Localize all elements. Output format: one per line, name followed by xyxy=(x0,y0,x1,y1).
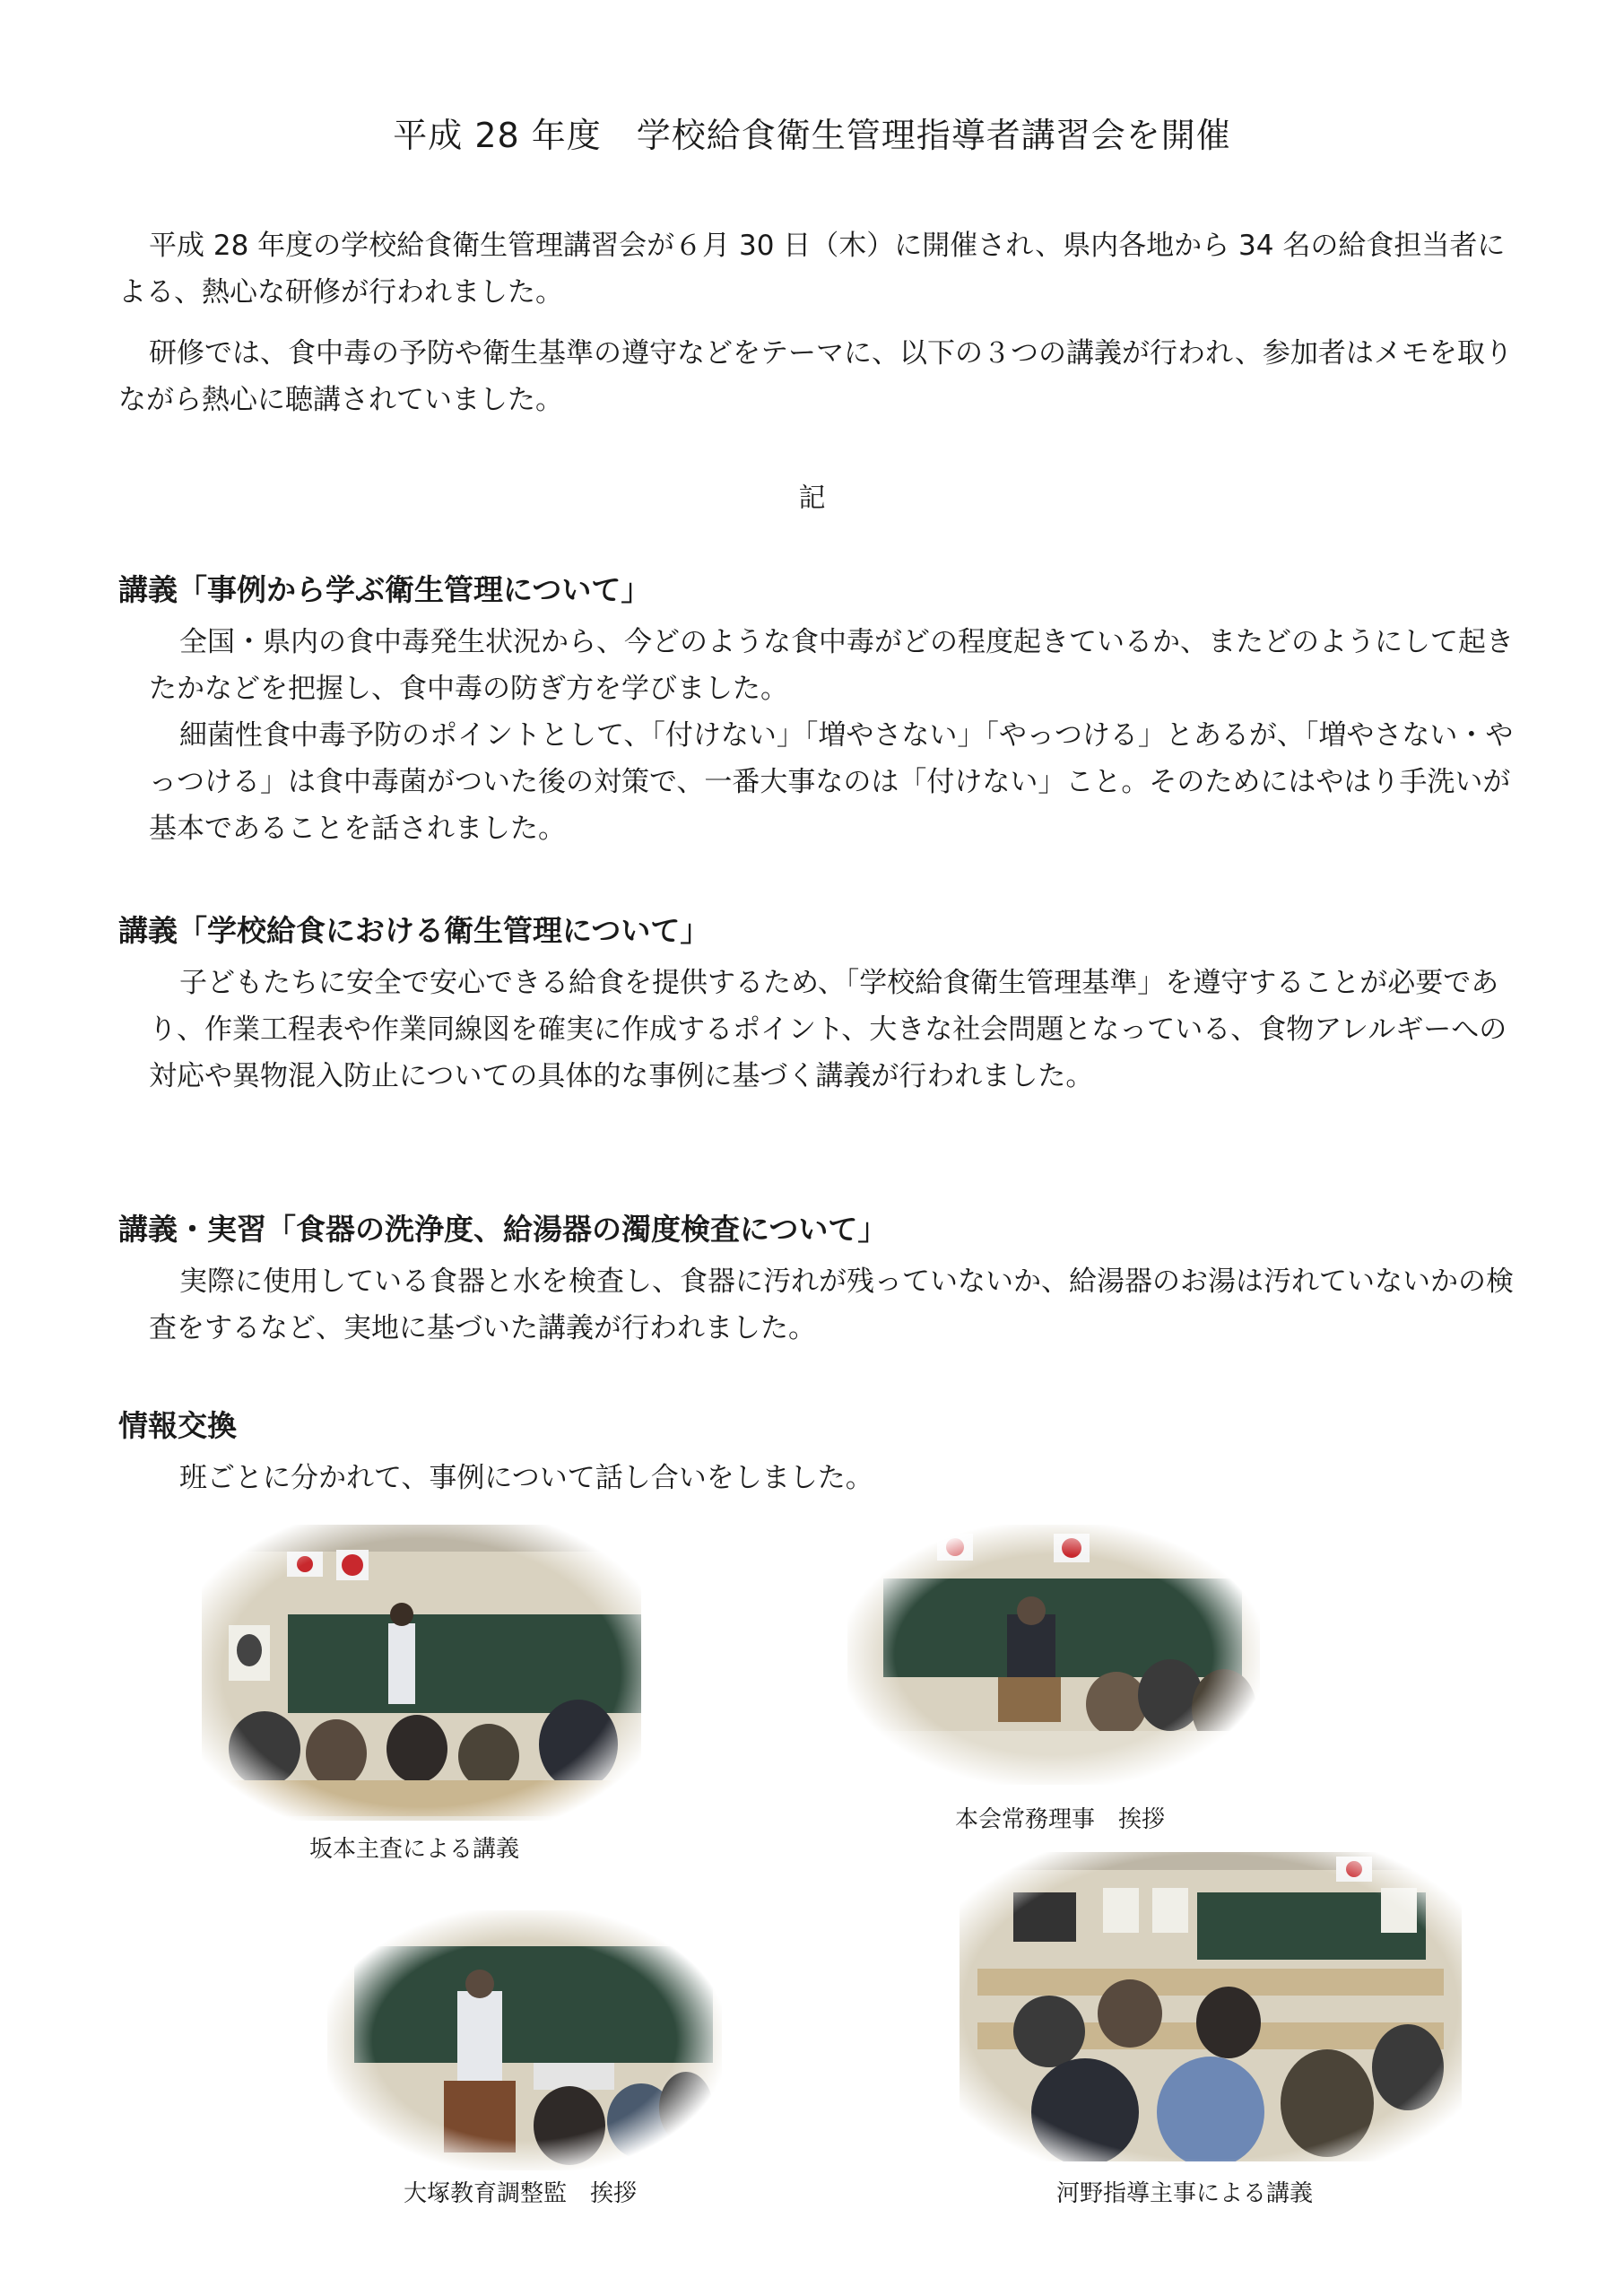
page-title: 平成 28 年度 学校給食衛生管理指導者講習会を開催 xyxy=(393,116,1231,155)
photo-greeting-director xyxy=(847,1525,1260,1785)
photo-caption-4: 河野指導主事による講義 xyxy=(1056,2180,1314,2207)
photo-caption-2: 本会常務理事 挨拶 xyxy=(955,1806,1166,1833)
ki-marker: 記 xyxy=(798,483,826,514)
section-1-paragraph-2: 細菌性食中毒予防のポイントとして、「付けない」「増やさない」「やっつける」とあるが、「増やさない・やっつける」は食中毒菌がついた後の対策で、一番大事なのは「付けない」こと。そのためにはやはり手洗いが基本であることを話されました。 xyxy=(149,719,1514,845)
section-1-paragraph-1: 全国・県内の食中毒発生状況から、今どのような食中毒がどの程度起きているか、またどのようにして起きたかなどを把握し、食中毒の防ぎ方を学びました。 xyxy=(149,626,1514,705)
section-heading-4: 情報交換 xyxy=(118,1408,237,1443)
intro-paragraph-1: 平成 28 年度の学校給食衛生管理講習会が６月 30 日（木）に開催され、県内各地から 34 名の給食担当者による、熱心な研修が行われました。 xyxy=(118,230,1506,309)
section-heading-1: 講義「事例から学ぶ衛生管理について」 xyxy=(118,572,651,607)
section-heading-3: 講義・実習「食器の洗浄度、給湯器の濁度検査について」 xyxy=(118,1212,888,1247)
section-4-paragraph-1: 班ごとに分かれて、事例について話し合いをしました。 xyxy=(179,1462,873,1494)
photo-caption-1: 坂本主査による講義 xyxy=(309,1836,520,1863)
photo-lecture-kono xyxy=(960,1852,1462,2161)
section-heading-2: 講義「学校給食における衛生管理について」 xyxy=(118,913,710,948)
photo-lecture-sakamoto xyxy=(202,1525,641,1821)
intro-paragraph-2: 研修では、食中毒の予防や衛生基準の遵守などをテーマに、以下の３つの講義が行われ、参加者はメモを取りながら熱心に聴講されていました。 xyxy=(118,337,1513,416)
section-2-paragraph-1: 子どもたちに安全で安心できる給食を提供するため、「学校給食衛生管理基準」を遵守することが必要であり、作業工程表や作業同線図を確実に作成するポイント、大きな社会問題となっている、食物アレルギーへの対応や異物混入防止についての具体的な事例に基づく講義が行われました。 xyxy=(149,967,1507,1092)
section-3-paragraph-1: 実際に使用している食器と水を検査し、食器に汚れが残っていないか、給湯器のお湯は汚れていないかの検査をするなど、実地に基づいた講義が行われました。 xyxy=(149,1265,1514,1344)
photo-caption-3: 大塚教育調整監 挨拶 xyxy=(404,2180,638,2207)
photo-greeting-otsuka xyxy=(327,1910,722,2170)
